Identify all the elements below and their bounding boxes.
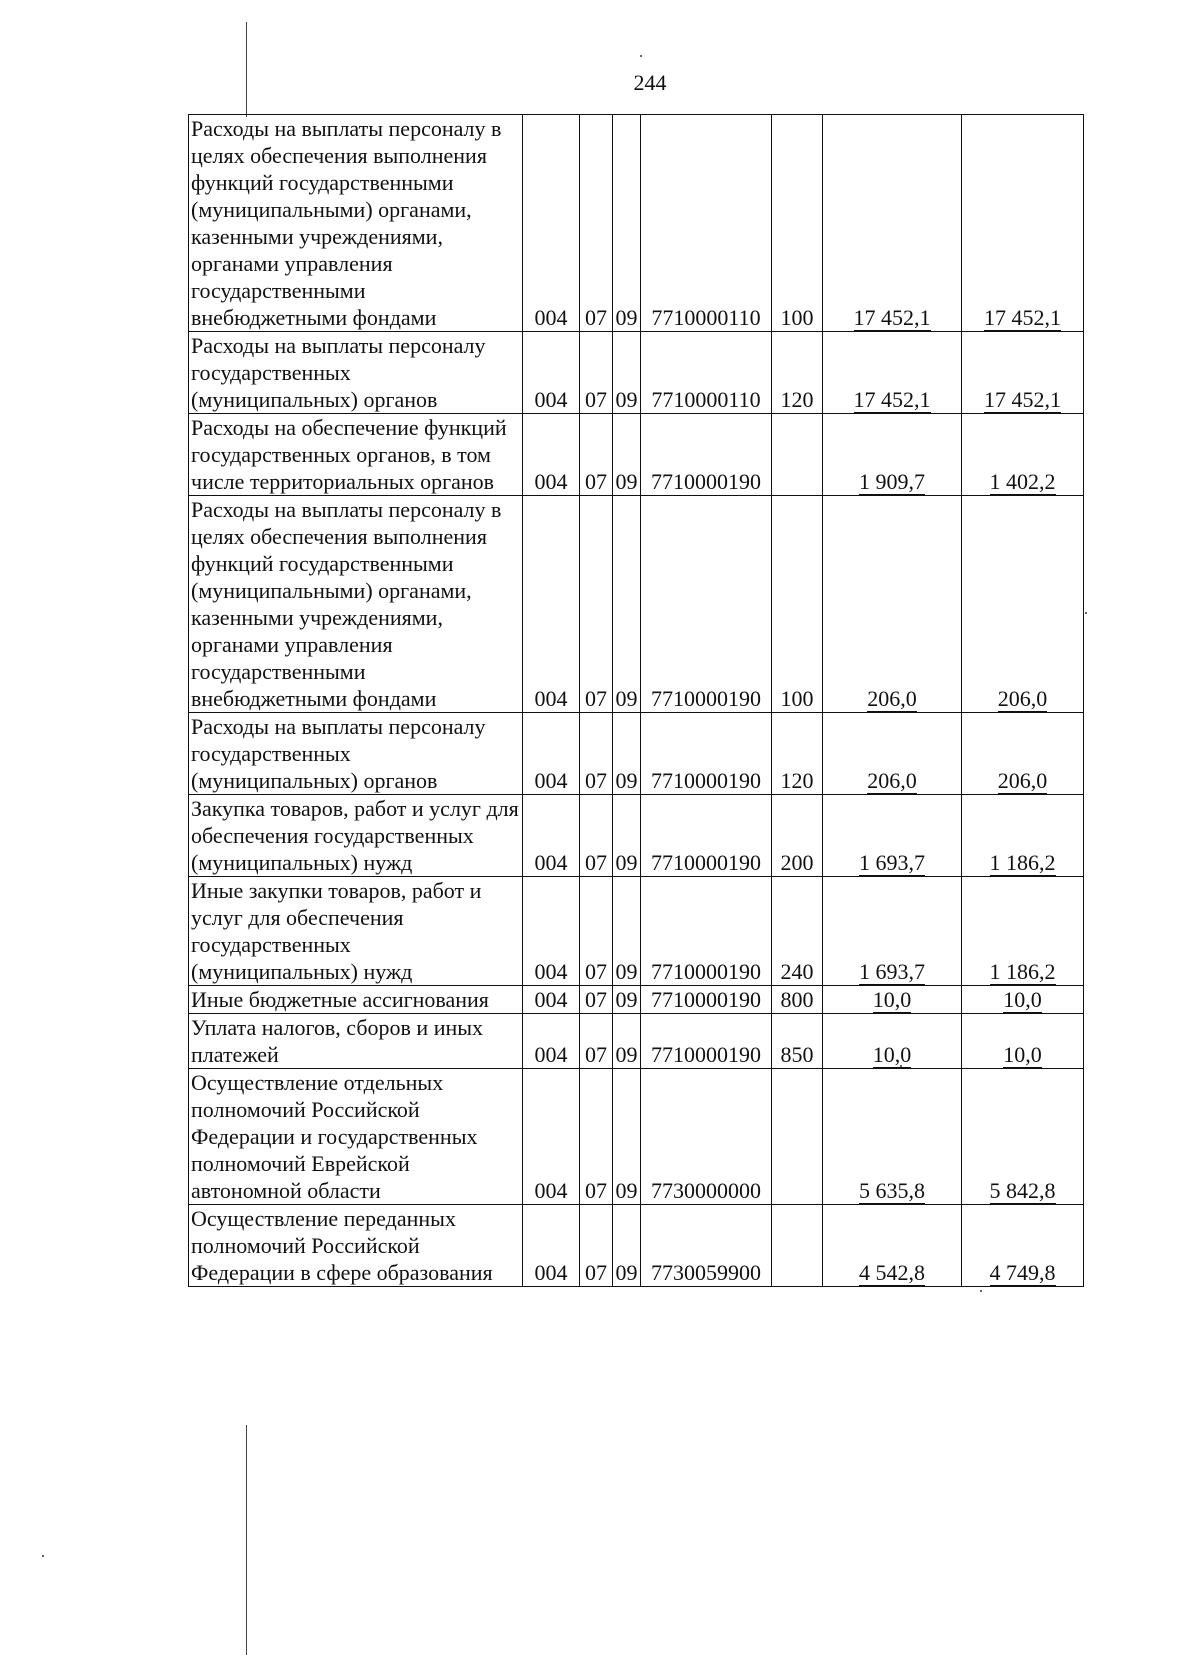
scan-speck <box>1085 612 1087 614</box>
amount-year1-cell <box>823 986 962 1014</box>
row-name-cell: Иные бюджетные ассигнования <box>189 986 523 1014</box>
section-code-cell: 07 <box>580 332 613 414</box>
table-row <box>189 986 1084 1014</box>
row-name-cell: Иные закупки товаров, работ и услуг для обеспечения государственных (муниципальных) нужд <box>189 877 523 986</box>
target-article-cell: 7710000190 <box>641 496 772 713</box>
amount-year2-cell <box>962 414 1084 496</box>
amount-value: 5 842,8 <box>989 1178 1056 1203</box>
target-article-cell: 7710000190 <box>641 986 772 1014</box>
target-article-cell: 7730059900 <box>641 1205 772 1287</box>
amount-value: 10,0 <box>1003 987 1042 1012</box>
ministry-code-cell: 004 <box>523 414 580 496</box>
amount-value: 206,0 <box>867 768 917 793</box>
scan-speck <box>42 1555 44 1557</box>
table-row <box>189 1205 1084 1287</box>
scan-speck <box>980 1290 982 1292</box>
amount-value: 17 452,1 <box>984 305 1061 330</box>
amount-year2-cell <box>962 332 1084 414</box>
expense-type-cell: 800 <box>772 986 823 1014</box>
amount-value: 206,0 <box>997 686 1048 711</box>
section-code-cell: 07 <box>580 713 613 795</box>
scan-fold-line <box>246 22 247 117</box>
subsection-code-cell: 09 <box>613 713 641 795</box>
amount-year1-cell <box>823 332 962 414</box>
amount-value: 10,0 <box>1003 1042 1042 1067</box>
amount-value: 1 186,2 <box>989 959 1056 984</box>
ministry-code-cell: 004 <box>523 332 580 414</box>
subsection-code-cell: 09 <box>613 877 641 986</box>
row-name-cell: Расходы на выплаты персоналу в целях обеспечения выполнения функций государственными (муниципальными) органами, казенными учреждениями, органами управления государственными внебюджетными фондами <box>189 115 523 332</box>
expense-type-cell: 240 <box>772 877 823 986</box>
section-code-cell: 07 <box>580 496 613 713</box>
amount-value: 1 693,7 <box>859 850 925 875</box>
amount-year2-cell <box>962 986 1084 1014</box>
expense-type-cell: 120 <box>772 713 823 795</box>
budget-table-body <box>189 115 1084 1287</box>
subsection-code-cell: 09 <box>613 496 641 713</box>
subsection-code-cell: 09 <box>613 1014 641 1069</box>
subsection-code-cell: 09 <box>613 1205 641 1287</box>
table-row <box>189 1014 1084 1069</box>
amount-value: 10,0 <box>872 987 912 1012</box>
target-article-cell: 7710000110 <box>641 332 772 414</box>
amount-value: 17 452,1 <box>853 387 931 412</box>
target-article-cell: 7710000190 <box>641 877 772 986</box>
amount-value: 5 635,8 <box>859 1178 925 1203</box>
target-article-cell: 7710000190 <box>641 1014 772 1069</box>
amount-year2-cell <box>962 713 1084 795</box>
amount-value: 1 186,2 <box>989 850 1056 875</box>
section-code-cell: 07 <box>580 1205 613 1287</box>
ministry-code-cell: 004 <box>523 115 580 332</box>
section-code-cell: 07 <box>580 115 613 332</box>
expense-type-cell: 120 <box>772 332 823 414</box>
row-name-cell: Расходы на выплаты персоналу в целях обеспечения выполнения функций государственными (муниципальными) органами, казенными учреждениями, органами управления государственными внебюджетными фондами <box>189 496 523 713</box>
expense-type-cell: 850 <box>772 1014 823 1069</box>
amount-year1-cell <box>823 414 962 496</box>
expense-type-cell: 200 <box>772 795 823 877</box>
amount-year1-cell <box>823 877 962 986</box>
table-row <box>189 496 1084 713</box>
ministry-code-cell: 004 <box>523 713 580 795</box>
amount-year2-cell <box>962 1069 1084 1205</box>
amount-value: 17 452,1 <box>853 305 931 330</box>
target-article-cell: 7710000190 <box>641 713 772 795</box>
target-article-cell: 7710000190 <box>641 795 772 877</box>
amount-year1-cell <box>823 795 962 877</box>
section-code-cell: 07 <box>580 877 613 986</box>
expense-type-cell <box>772 1069 823 1205</box>
amount-value: 10,0 <box>872 1042 912 1067</box>
amount-year1-cell <box>823 115 962 332</box>
ministry-code-cell: 004 <box>523 986 580 1014</box>
ministry-code-cell: 004 <box>523 1069 580 1205</box>
amount-year2-cell <box>962 877 1084 986</box>
expense-type-cell <box>772 414 823 496</box>
amount-value: 1 909,7 <box>859 469 925 494</box>
section-code-cell: 07 <box>580 986 613 1014</box>
row-name-cell: Осуществление отдельных полномочий Российской Федерации и государственных полномочий Еврейской автономной области <box>189 1069 523 1205</box>
row-name-cell: Расходы на выплаты персоналу государственных (муниципальных) органов <box>189 713 523 795</box>
amount-year1-cell <box>823 496 962 713</box>
amount-year2-cell <box>962 795 1084 877</box>
row-name-cell: Расходы на обеспечение функций государственных органов, в том числе территориальных органов <box>189 414 523 496</box>
section-code-cell: 07 <box>580 795 613 877</box>
row-name-cell: Закупка товаров, работ и услуг для обеспечения государственных (муниципальных) нужд <box>189 795 523 877</box>
table-row <box>189 877 1084 986</box>
amount-year1-cell <box>823 1205 962 1287</box>
scan-speck <box>640 55 642 57</box>
amount-value: 1 402,2 <box>989 469 1056 494</box>
amount-value: 4 749,8 <box>989 1260 1056 1285</box>
table-row <box>189 332 1084 414</box>
target-article-cell: 7710000110 <box>641 115 772 332</box>
scan-fold-line-lower <box>246 1425 247 1655</box>
row-name-cell: Осуществление переданных полномочий Российской Федерации в сфере образования <box>189 1205 523 1287</box>
ministry-code-cell: 004 <box>523 1014 580 1069</box>
table-row <box>189 1069 1084 1205</box>
amount-year2-cell <box>962 1205 1084 1287</box>
page-number: 244 <box>633 70 667 95</box>
amount-year2-cell <box>962 115 1084 332</box>
amount-value: 206,0 <box>867 686 917 711</box>
ministry-code-cell: 004 <box>523 877 580 986</box>
subsection-code-cell: 09 <box>613 332 641 414</box>
ministry-code-cell: 004 <box>523 795 580 877</box>
subsection-code-cell: 09 <box>613 1069 641 1205</box>
amount-value: 17 452,1 <box>984 387 1061 412</box>
expense-type-cell <box>772 1205 823 1287</box>
row-name-cell: Расходы на выплаты персоналу государственных (муниципальных) органов <box>189 332 523 414</box>
amount-year1-cell <box>823 713 962 795</box>
amount-year2-cell <box>962 1014 1084 1069</box>
expense-type-cell: 100 <box>772 496 823 713</box>
subsection-code-cell: 09 <box>613 414 641 496</box>
budget-table <box>188 114 1084 1287</box>
section-code-cell: 07 <box>580 1069 613 1205</box>
section-code-cell: 07 <box>580 414 613 496</box>
table-row <box>189 115 1084 332</box>
ministry-code-cell: 004 <box>523 496 580 713</box>
row-name-cell: Уплата налогов, сборов и иных платежей <box>189 1014 523 1069</box>
table-row <box>189 795 1084 877</box>
amount-value: 1 693,7 <box>859 959 925 984</box>
amount-year1-cell <box>823 1069 962 1205</box>
amount-value: 4 542,8 <box>859 1260 925 1285</box>
table-row <box>189 713 1084 795</box>
amount-value: 206,0 <box>997 768 1048 793</box>
target-article-cell: 7710000190 <box>641 414 772 496</box>
subsection-code-cell: 09 <box>613 986 641 1014</box>
expense-type-cell: 100 <box>772 115 823 332</box>
table-row <box>189 414 1084 496</box>
amount-year2-cell <box>962 496 1084 713</box>
subsection-code-cell: 09 <box>613 795 641 877</box>
ministry-code-cell: 004 <box>523 1205 580 1287</box>
section-code-cell: 07 <box>580 1014 613 1069</box>
subsection-code-cell: 09 <box>613 115 641 332</box>
target-article-cell: 7730000000 <box>641 1069 772 1205</box>
amount-year1-cell <box>823 1014 962 1069</box>
